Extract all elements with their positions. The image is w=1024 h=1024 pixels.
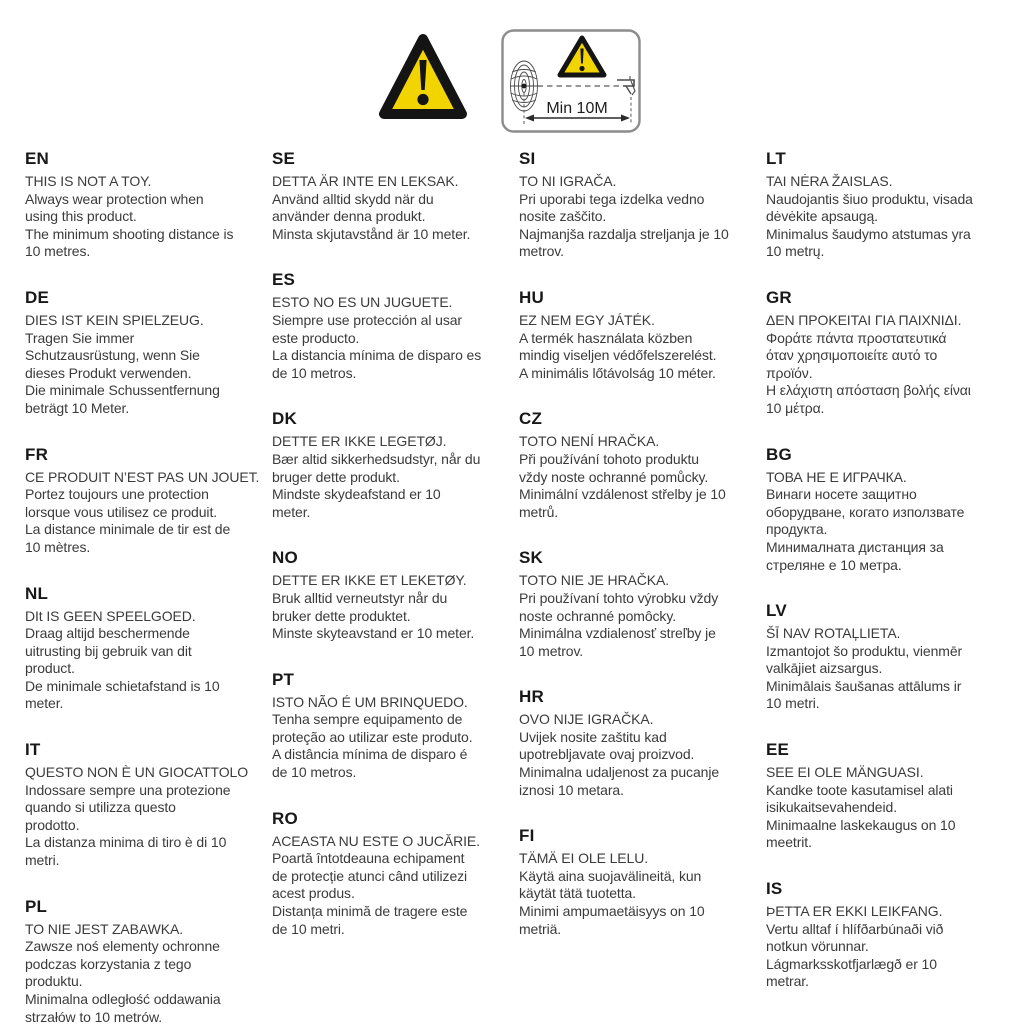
instruction-line: Tenha sempre equipamento de	[272, 711, 463, 728]
instruction-line: 10 metres.	[25, 243, 91, 260]
language-block-fi	[519, 826, 749, 938]
instruction-line: Najmanjša razdalja streljanja je 10	[519, 225, 729, 242]
language-code: SE	[272, 149, 296, 168]
instruction-line: proteção ao utilizar este produto.	[272, 728, 473, 745]
instruction-line: DIt IS GEEN SPEELGOED.	[25, 607, 196, 624]
instruction-line: DETTE ER IKKE LEGETØJ.	[272, 433, 447, 450]
instruction-line: DETTE ER IKKE ET LEKETØY.	[272, 572, 467, 589]
language-column	[766, 149, 996, 1024]
instruction-line: Uvijek nosite zaštitu kad	[519, 728, 667, 745]
instruction-line: 10 mètres.	[25, 538, 91, 555]
warning-header	[0, 0, 1024, 140]
instruction-line: metrar.	[766, 973, 809, 990]
language-block-ee	[766, 740, 996, 852]
language-block-ro	[272, 809, 502, 939]
instruction-line: De minimale schietafstand is 10	[25, 677, 220, 694]
instruction-line: metrů.	[519, 503, 559, 520]
language-code: EE	[766, 740, 790, 760]
language-block-en	[25, 149, 255, 261]
instruction-line: strzałów to 10 metrów.	[25, 1008, 163, 1024]
instruction-line: Винаги носете защитно	[766, 486, 917, 503]
instruction-line: La distancia mínima de disparo es	[272, 347, 482, 364]
instruction-line: notkun vörunnar.	[766, 938, 869, 955]
instruction-line: metriä.	[519, 920, 562, 937]
instruction-line: EZ NEM EGY JÁTÉK.	[519, 311, 655, 328]
instruction-line: A termék használata közben	[519, 329, 693, 346]
instruction-line: OVO NIJE IGRAČKA.	[519, 711, 654, 728]
instruction-line: стреляне е 10 метра.	[766, 556, 902, 573]
instruction-line: Käytä aina suojavälineitä, kun	[519, 867, 702, 884]
language-code: BG	[766, 444, 792, 464]
instruction-line: TOTO NENÍ HRAČKA.	[519, 433, 660, 450]
instruction-line: Portez toujours une protection	[25, 486, 209, 503]
instruction-line: Minimální vzdálenost střelby je 10	[519, 486, 726, 503]
instruction-line: vždy noste ochranné pomůcky.	[519, 468, 709, 485]
instruction-line: Tragen Sie immer	[25, 329, 135, 346]
instruction-line: Bruk alltid verneutstyr når du	[272, 589, 448, 606]
language-block-pl	[25, 897, 255, 1024]
instruction-line: använder denna produkt.	[272, 208, 426, 225]
instruction-line: Minimalus šaudymo atstumas yra	[766, 225, 971, 242]
instruction-line: La distanza minima di tiro è di 10	[25, 834, 227, 851]
instruction-line: Minimalna udaljenost za pucanje	[519, 764, 720, 781]
language-code: PT	[272, 669, 295, 689]
language-code: SK	[519, 548, 544, 568]
instruction-line: Minimaalne laskekaugus on 10	[766, 816, 956, 833]
instruction-line: Naudojantis šiuo produktu, visada	[766, 190, 973, 207]
instruction-line: продукта.	[766, 521, 828, 538]
instruction-line: bruger dette produkt.	[272, 468, 400, 485]
instruction-line: iznosi 10 metara.	[519, 781, 624, 798]
instruction-line: valkājiet aizsargus.	[766, 660, 883, 677]
instruction-line: Draag altijd beschermende	[25, 625, 190, 642]
instruction-line: meter.	[272, 503, 311, 520]
instruction-line: 10 metrov.	[519, 642, 584, 659]
language-column	[519, 149, 749, 1024]
instruction-line: ACEASTA NU ESTE O JUCĂRIE.	[272, 832, 480, 849]
instruction-line: Bær altid sikkerhedsudstyr, når du	[272, 450, 481, 467]
language-block-bg	[766, 445, 996, 575]
instruction-line: isikukaitsevahendeid.	[766, 799, 897, 816]
instruction-line: Zawsze noś elementy ochronne	[25, 938, 220, 955]
instruction-line: de 10 metri.	[272, 920, 345, 937]
instruction-line: 10 μέτρα.	[766, 399, 825, 416]
language-block-pt	[272, 670, 502, 782]
instruction-line: podczas korzystania z tego	[25, 955, 192, 972]
warning-triangle-icon	[375, 31, 471, 125]
language-block-hu	[519, 288, 749, 382]
instruction-line: dieses Produkt verwenden.	[25, 364, 192, 381]
instruction-line: Minimālais šaušanas attālums ir	[766, 677, 962, 694]
instruction-line: оборудване, когато използвате	[766, 503, 965, 520]
instruction-line: ŠĪ NAV ROTAĻLIETA.	[766, 625, 901, 642]
instruction-line: käytät tätä tuotetta.	[519, 885, 636, 902]
language-code: DE	[25, 287, 50, 307]
language-block-fr	[25, 444, 260, 557]
instruction-line: A distância mínima de disparo é	[272, 746, 468, 763]
instruction-line: bruker dette produktet.	[272, 607, 411, 624]
instruction-line: TAI NĖRA ŽAISLAS.	[766, 173, 893, 189]
instruction-line: produktu.	[25, 973, 83, 990]
instruction-line: ESTO NO ES UN JUGUETE.	[272, 294, 453, 311]
instruction-line: Minimálna vzdialenosť streľby je	[519, 625, 716, 642]
instruction-line: nosite zaščito.	[519, 208, 607, 225]
instruction-line: TO NI IGRAČA.	[519, 173, 617, 189]
instruction-line: prodotto.	[25, 816, 80, 833]
instruction-line: Η ελάχιστη απόσταση βολής είναι	[766, 382, 971, 399]
language-block-lt	[766, 149, 996, 261]
instruction-line: όταν χρησιμοποιείτε αυτό το	[766, 347, 938, 364]
instruction-line: product.	[25, 660, 75, 677]
instruction-line: CE PRODUIT N’EST PAS UN JOUET.	[25, 468, 260, 485]
instruction-line: Siempre use protección al usar	[272, 311, 462, 328]
instruction-line: Minimi ampumaetäisyys on 10	[519, 903, 705, 920]
instruction-line: de 10 metros.	[272, 364, 357, 381]
instruction-line: noste ochranné pomôcky.	[519, 607, 676, 624]
min-distance-diagram	[501, 29, 641, 133]
instruction-line: Минималната дистанция за	[766, 538, 944, 555]
language-block-de	[25, 288, 255, 418]
instruction-line: ÞETTA ER EKKI LEIKFANG.	[766, 903, 943, 920]
language-code: CZ	[519, 409, 543, 429]
instruction-line: metri.	[25, 852, 60, 869]
language-code: HU	[519, 287, 544, 307]
language-block-lv	[766, 601, 996, 713]
instruction-line: ΔΕΝ ΠΡΟΚΕΙΤΑΙ ΓΙΑ ΠΑΙΧΝΙΔΙ.	[766, 311, 962, 328]
language-block-es	[272, 270, 502, 382]
instruction-line: The minimum shooting distance is	[25, 225, 234, 242]
language-code: FI	[519, 826, 535, 846]
instruction-line: Φοράτε πάντα προστατευτικά	[766, 329, 947, 346]
instruction-line: uitrusting bij gebruik van dit	[25, 642, 192, 659]
instruction-line: Indossare sempre una protezione	[25, 781, 231, 798]
instruction-line: acest produs.	[272, 885, 355, 902]
language-block-sk	[519, 548, 749, 660]
instruction-line: Pri uporabi tega izdelka vedno	[519, 190, 705, 207]
language-block-si	[519, 149, 749, 261]
instruction-line: upotrebljavate ovaj proizvod.	[519, 746, 695, 763]
language-code: GR	[766, 287, 792, 307]
instruction-line: SEE EI OLE MÄNGUASI.	[766, 764, 924, 781]
instruction-line: Pri používaní tohto výrobku vždy	[519, 589, 719, 606]
language-code: HR	[519, 687, 544, 707]
language-code: DK	[272, 409, 297, 429]
instruction-line: THIS IS NOT A TOY.	[25, 173, 152, 189]
language-code: RO	[272, 808, 298, 828]
language-block-hr	[519, 687, 749, 799]
instruction-line: Lágmarksskotfjarlægð er 10	[766, 955, 937, 972]
instruction-line: La distance minimale de tir est de	[25, 521, 231, 538]
min-distance-label: Min 10M	[546, 100, 608, 117]
instruction-line: Always wear protection when	[25, 190, 204, 207]
instruction-line: mindig viseljen védőfelszerelést.	[519, 347, 717, 364]
instruction-line: TO NIE JEST ZABAWKA.	[25, 920, 183, 937]
language-column	[272, 149, 502, 1024]
instruction-line: προϊόν.	[766, 364, 813, 381]
instruction-line: Distanța minimă de tragere este	[272, 903, 468, 920]
instruction-line: meetrit.	[766, 834, 812, 851]
language-block-se	[272, 149, 502, 243]
language-block-cz	[519, 409, 749, 521]
instruction-line: Minste skyteavstand er 10 meter.	[272, 625, 475, 642]
language-code: SI	[519, 149, 536, 168]
language-code: ES	[272, 270, 296, 290]
language-block-is	[766, 879, 996, 991]
instruction-line: A minimális lőtávolság 10 méter.	[519, 364, 716, 381]
instruction-line: de protecție atunci când utilizezi	[272, 867, 468, 884]
instruction-line: Izmantojot šo produktu, vienmēr	[766, 642, 963, 659]
instruction-line: Při používání tohoto produktu	[519, 450, 699, 467]
instruction-line: Kandke toote kasutamisel alati	[766, 781, 953, 798]
language-column	[25, 149, 260, 1024]
language-block-gr	[766, 288, 996, 418]
language-code: NO	[272, 548, 298, 568]
language-block-dk	[272, 409, 502, 521]
instruction-line: Poartă întotdeauna echipament	[272, 850, 465, 867]
language-code: IT	[25, 740, 41, 760]
instruction-line: TÄMÄ EI OLE LELU.	[519, 850, 649, 867]
instruction-line: Minimalna odległość oddawania	[25, 991, 221, 1007]
language-block-it	[25, 740, 255, 870]
instruction-line: Använd alltid skydd när du	[272, 190, 434, 207]
instruction-line: Schutzausrüstung, wenn Sie	[25, 347, 200, 364]
instruction-line: Vertu alltaf í hlífðarbúnaði við	[766, 920, 944, 937]
language-code: FR	[25, 444, 49, 464]
language-code: PL	[25, 896, 48, 916]
instruction-line: TOTO NIE JE HRAČKA.	[519, 572, 670, 589]
instruction-line: DIES IST KEIN SPIELZEUG.	[25, 311, 204, 328]
language-code: NL	[25, 583, 49, 603]
instruction-line: Mindste skydeafstand er 10	[272, 486, 441, 503]
language-block-no	[272, 548, 502, 642]
instruction-line: 10 metri.	[766, 695, 820, 712]
instruction-line: beträgt 10 Meter.	[25, 399, 130, 416]
instruction-line: meter.	[25, 695, 64, 712]
instruction-line: Minsta skjutavstånd är 10 meter.	[272, 225, 471, 242]
instruction-line: ISTO NÃO É UM BRINQUEDO.	[272, 693, 468, 710]
language-code: LV	[766, 601, 787, 621]
language-code: IS	[766, 879, 783, 899]
language-block-nl	[25, 584, 255, 714]
instruction-line: metrov.	[519, 243, 564, 260]
language-code: EN	[25, 149, 50, 168]
language-columns	[25, 149, 996, 1024]
language-code: LT	[766, 149, 786, 168]
instruction-line: using this product.	[25, 208, 137, 225]
instruction-line: QUESTO NON È UN GIOCATTOLO	[25, 764, 248, 781]
instruction-line: quando si utilizza questo	[25, 799, 176, 816]
instruction-line: este producto.	[272, 329, 360, 346]
instruction-line: Die minimale Schussentfernung	[25, 382, 220, 399]
instruction-line: dėvėkite apsaugą.	[766, 208, 878, 225]
instruction-line: lorsque vous utilisez ce produit.	[25, 503, 218, 520]
instruction-line: de 10 metros.	[272, 764, 357, 781]
instruction-line: ТОВА НЕ Е ИГРАЧКА.	[766, 468, 907, 485]
instruction-line: 10 metrų.	[766, 243, 825, 260]
instruction-line: DETTA ÄR INTE EN LEKSAK.	[272, 173, 459, 189]
